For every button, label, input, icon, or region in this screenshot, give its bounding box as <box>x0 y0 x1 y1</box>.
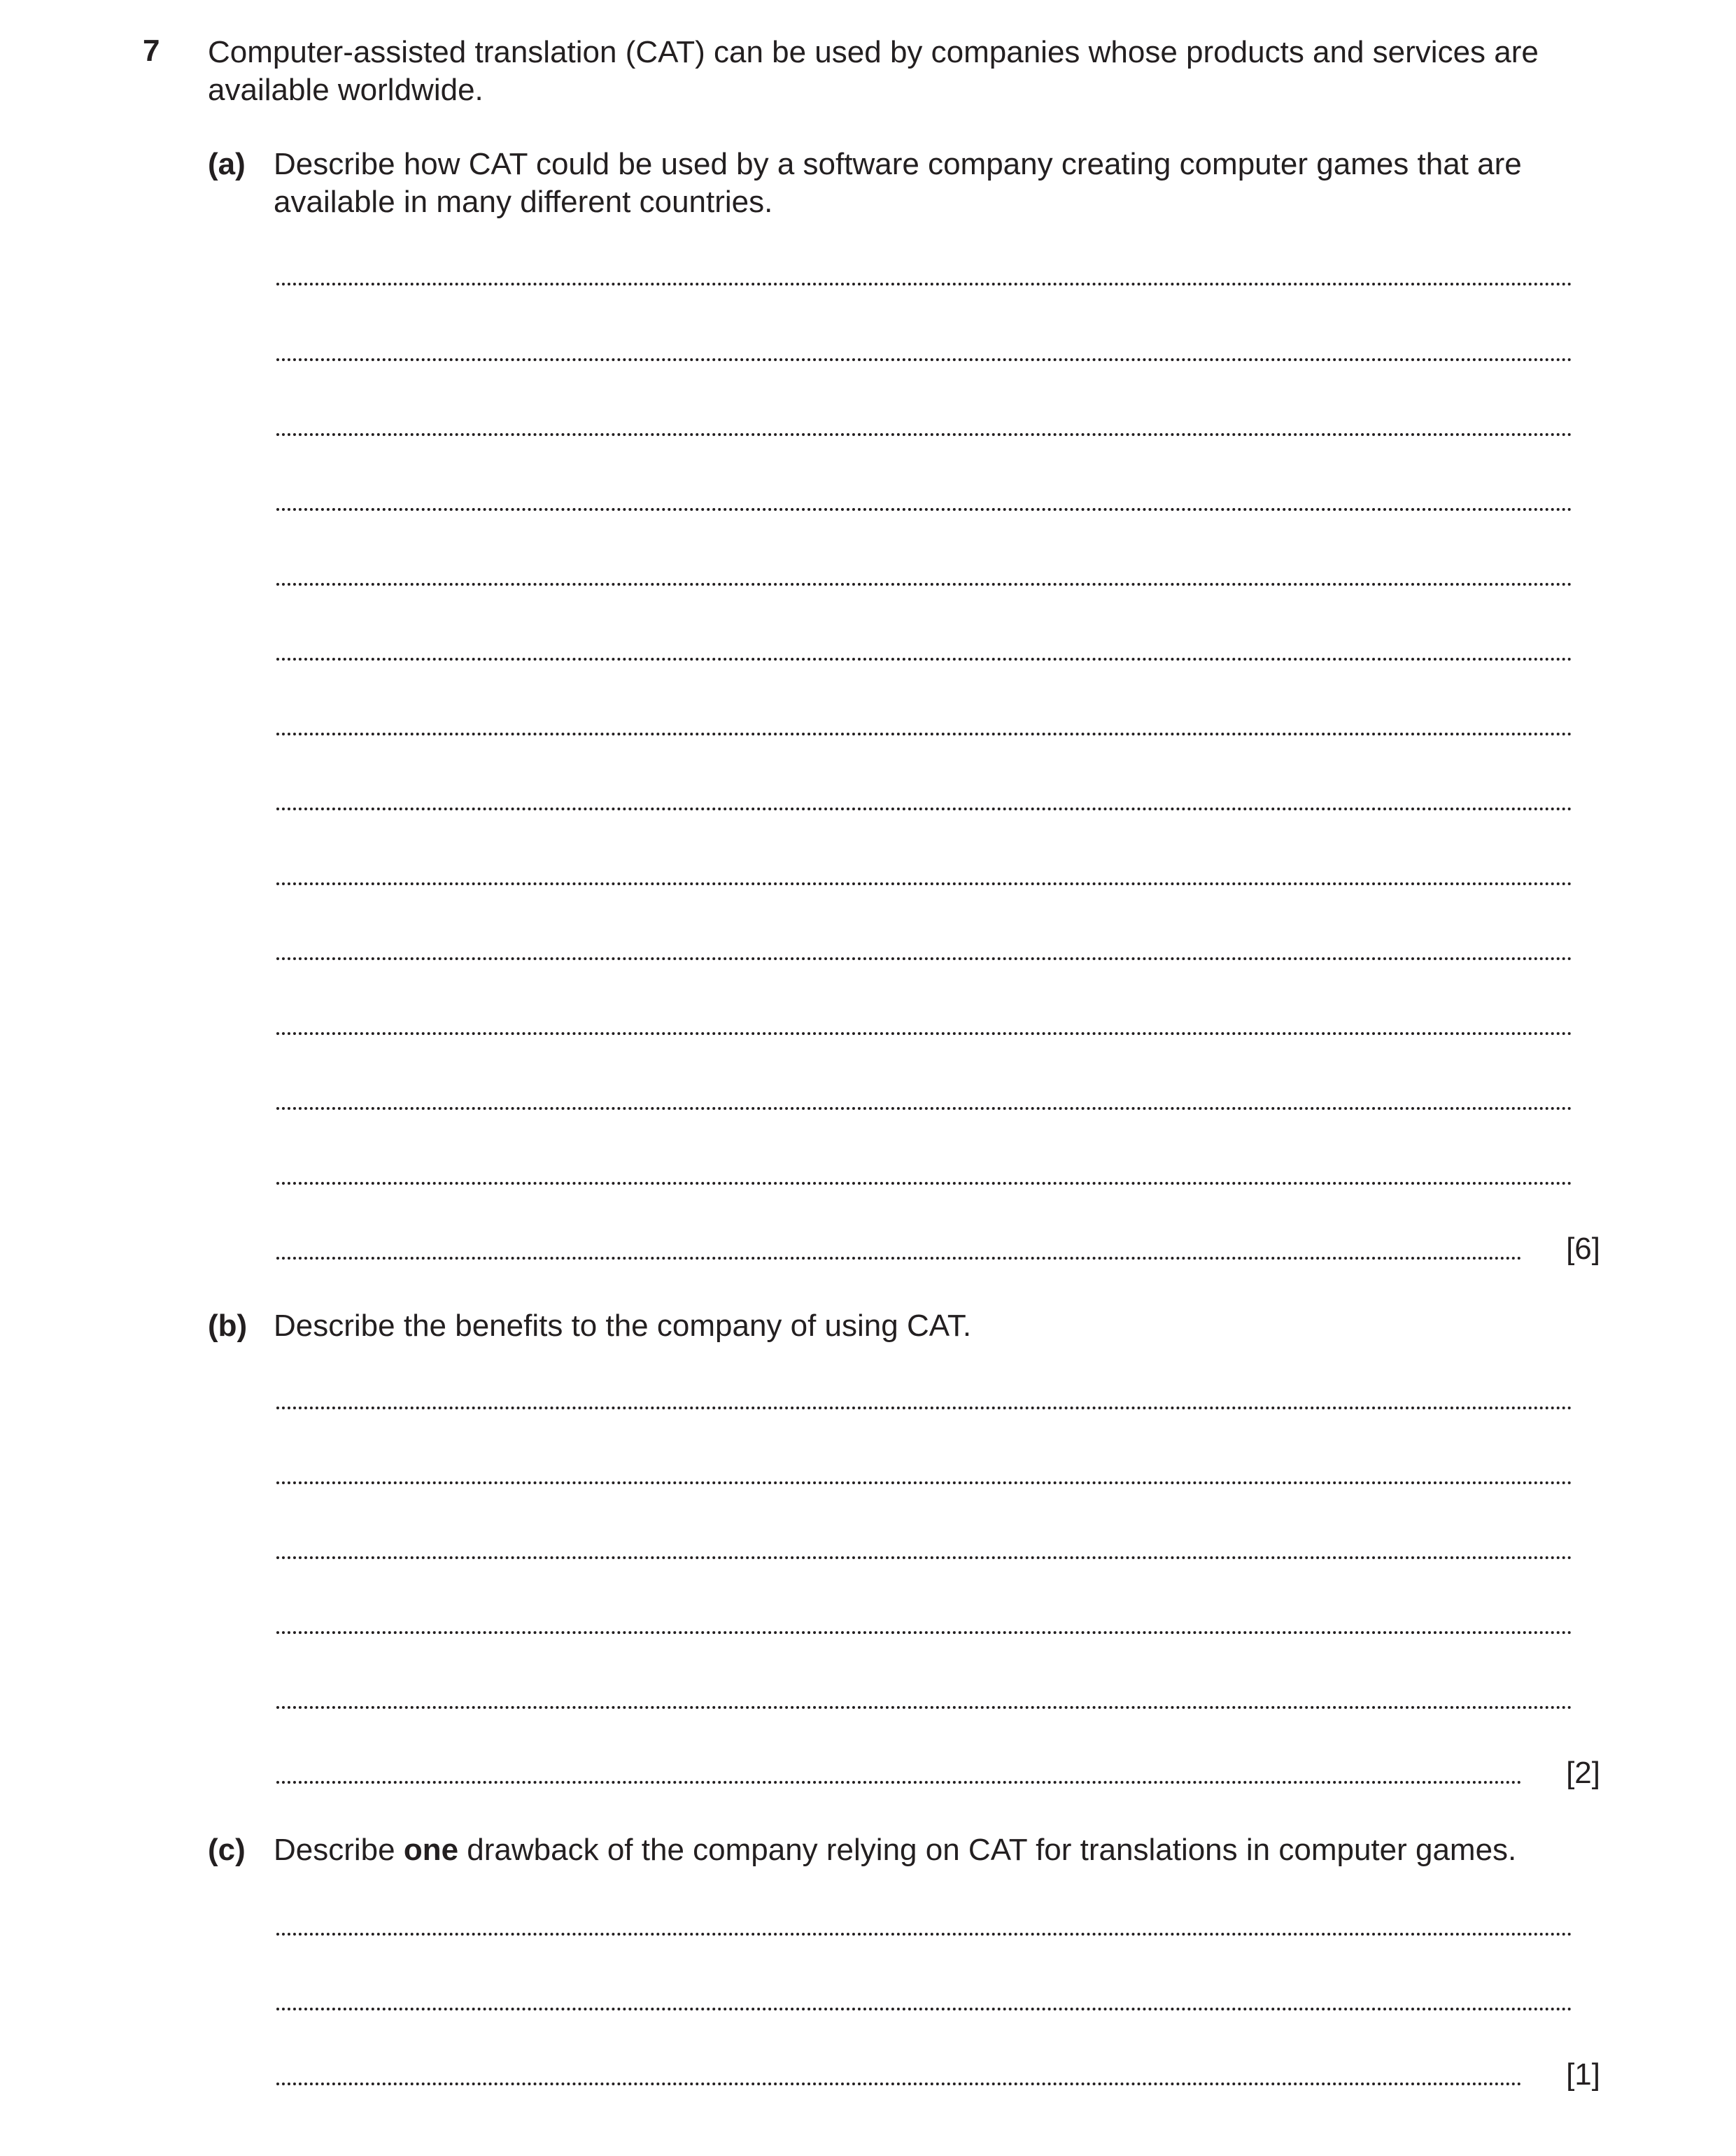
part-c-marks: [1] <box>1566 2057 1600 2092</box>
part-b-answer-line-6[interactable] <box>276 1781 1522 1784</box>
part-a-question: Describe how CAT could be used by a software company creating computer games that are available in many different countries. <box>274 147 1522 219</box>
part-a-marks: [6] <box>1566 1232 1600 1266</box>
part-a-answer-line-9[interactable] <box>276 882 1572 885</box>
part-b-answer-line-3[interactable] <box>276 1556 1572 1559</box>
part-a-answer-line-10[interactable] <box>276 957 1572 960</box>
part-a-answer-line-14[interactable] <box>276 1257 1522 1260</box>
part-a-answer-line-1[interactable] <box>276 283 1572 286</box>
part-a-answer-line-12[interactable] <box>276 1107 1572 1110</box>
question-number: 7 <box>143 34 160 68</box>
part-a-answer-line-8[interactable] <box>276 808 1572 810</box>
part-c-answer-line-1[interactable] <box>276 1933 1572 1936</box>
part-b-label: (b) <box>208 1309 248 1343</box>
part-c-question-end: drawback of the company relying on CAT for translations in computer games. <box>458 1833 1517 1867</box>
part-c-label: (c) <box>208 1833 246 1867</box>
part-b-question: Describe the benefits to the company of using CAT. <box>274 1309 972 1343</box>
part-c-question-emphasis: one <box>403 1833 459 1867</box>
part-b-answer-line-1[interactable] <box>276 1407 1572 1409</box>
part-c-answer-line-3[interactable] <box>276 2083 1522 2085</box>
part-a-answer-line-11[interactable] <box>276 1032 1572 1035</box>
part-a-answer-line-3[interactable] <box>276 433 1572 436</box>
part-a-answer-line-13[interactable] <box>276 1182 1572 1185</box>
part-c-question <box>274 1831 1603 1869</box>
part-b-answer-line-4[interactable] <box>276 1631 1572 1634</box>
part-a-label: (a) <box>208 147 246 181</box>
part-b-answer-line-2[interactable] <box>276 1481 1572 1484</box>
question-stem: Computer-assisted translation (CAT) can be used by companies whose products and services are available worldwide. <box>208 35 1539 107</box>
part-b-answer-line-5[interactable] <box>276 1706 1572 1709</box>
part-a-answer-line-6[interactable] <box>276 658 1572 661</box>
part-a-answer-line-4[interactable] <box>276 508 1572 511</box>
part-c-question-start: Describe <box>274 1833 404 1867</box>
part-b-marks: [2] <box>1566 1756 1600 1790</box>
part-a-answer-line-5[interactable] <box>276 583 1572 586</box>
part-c-answer-line-2[interactable] <box>276 2008 1572 2010</box>
part-a-answer-line-2[interactable] <box>276 358 1572 361</box>
part-a-answer-line-7[interactable] <box>276 733 1572 735</box>
